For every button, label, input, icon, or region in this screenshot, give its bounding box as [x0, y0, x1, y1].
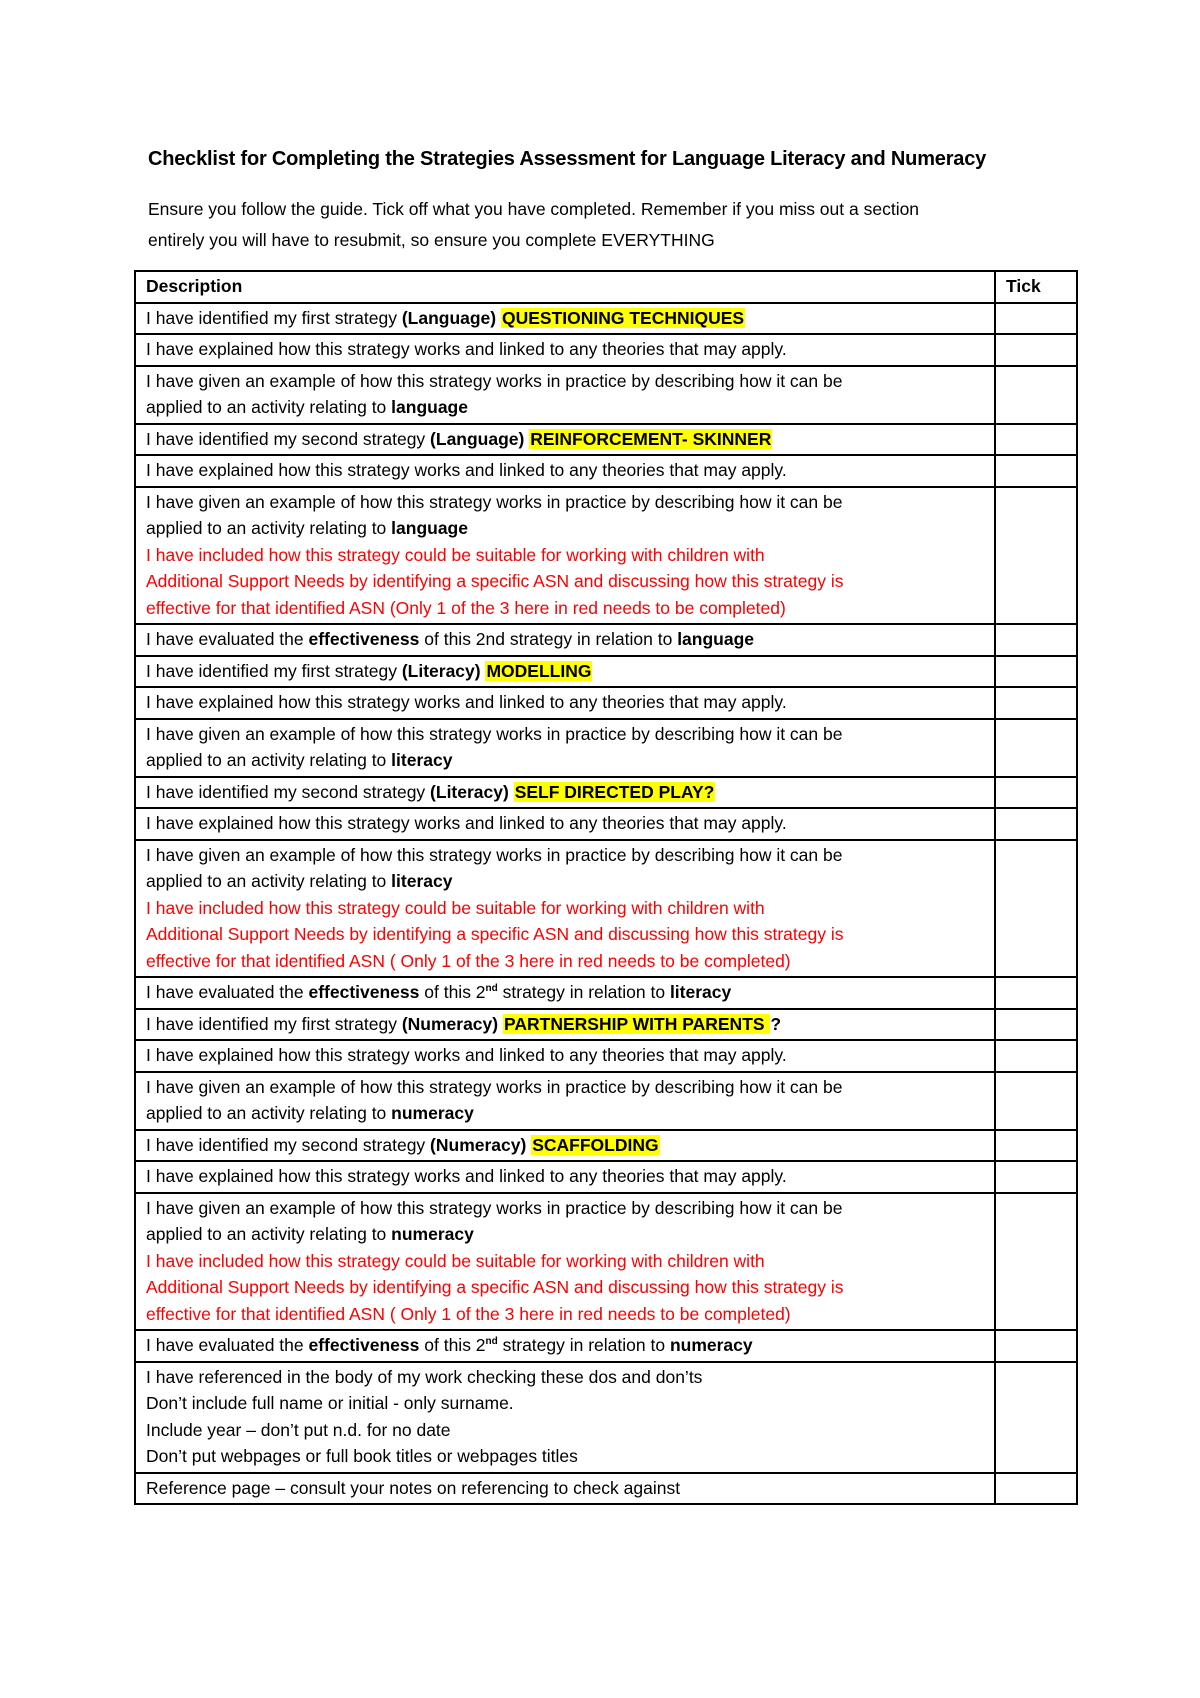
- row-description: [135, 1130, 995, 1162]
- description-line: [146, 868, 984, 895]
- row-description: [135, 977, 995, 1009]
- text-segment: I have explained how this strategy works and linked to any theories that may apply.: [146, 813, 787, 833]
- text-segment: I have identified my second strategy: [146, 781, 431, 802]
- table-row: [135, 1130, 1077, 1162]
- intro-line-2: entirely you will have to resubmit, so ensure you complete EVERYTHING: [148, 230, 715, 250]
- text-segment: Additional Support Needs by identifying a specific ASN and discussing how this strategy is: [146, 571, 844, 591]
- description-line: [146, 1417, 984, 1444]
- tick-cell[interactable]: [995, 303, 1077, 335]
- tick-cell[interactable]: [995, 656, 1077, 688]
- tick-cell[interactable]: [995, 455, 1077, 487]
- description-line: [146, 1332, 984, 1359]
- text-segment: numeracy: [669, 1335, 753, 1355]
- row-description: [135, 1362, 995, 1473]
- text-segment: (Literacy): [401, 660, 486, 681]
- text-segment: I have evaluated the: [146, 629, 309, 649]
- description-line: [146, 1100, 984, 1127]
- tick-cell[interactable]: [995, 808, 1077, 840]
- text-segment: language: [677, 629, 755, 649]
- highlighted-strategy: QUESTIONING TECHNIQUES: [501, 307, 745, 328]
- tick-cell[interactable]: [995, 1473, 1077, 1505]
- tick-cell[interactable]: [995, 1193, 1077, 1331]
- text-segment: numeracy: [391, 1103, 474, 1123]
- description-line: [146, 426, 984, 453]
- text-segment: (Numeracy): [430, 1134, 527, 1155]
- table-row: [135, 687, 1077, 719]
- row-description: [135, 719, 995, 777]
- tick-cell[interactable]: [995, 687, 1077, 719]
- text-segment: (Language): [401, 307, 501, 328]
- text-segment: I have given an example of how this strategy works in practice by describing how it can be: [146, 491, 843, 512]
- text-segment: I have given an example of how this strategy works in practice by describing how it can be: [146, 370, 843, 391]
- text-segment: language: [391, 518, 468, 538]
- text-segment: applied to an activity relating to: [146, 750, 392, 770]
- intro-text: [148, 194, 1068, 256]
- table-row: [135, 334, 1077, 366]
- row-description: [135, 1161, 995, 1193]
- description-line: [146, 489, 984, 516]
- table-row: [135, 455, 1077, 487]
- description-line: [146, 305, 984, 332]
- row-description: [135, 334, 995, 366]
- description-line: [146, 568, 984, 595]
- description-line: [146, 1390, 984, 1417]
- tick-cell[interactable]: [995, 424, 1077, 456]
- highlighted-strategy: PARTNERSHIP WITH PARENTS: [503, 1013, 770, 1034]
- description-line: [146, 810, 984, 837]
- description-line: [146, 626, 984, 653]
- row-description: [135, 1009, 995, 1041]
- text-segment: I have included how this strategy could be suitable for working with children with: [146, 897, 765, 918]
- text-segment: nd: [485, 983, 498, 995]
- text-segment: strategy in relation to: [497, 982, 670, 1002]
- row-description: [135, 1330, 995, 1362]
- description-line: [146, 1475, 984, 1502]
- description-line: [146, 1301, 984, 1328]
- row-description: [135, 424, 995, 456]
- description-line: [146, 747, 984, 774]
- table-row: [135, 1473, 1077, 1505]
- text-segment: I have explained how this strategy works and linked to any theories that may apply.: [146, 692, 787, 712]
- description-line: [146, 842, 984, 869]
- highlighted-strategy: SELF DIRECTED PLAY?: [514, 781, 715, 802]
- table-row: [135, 366, 1077, 424]
- text-segment: I have included how this strategy could be suitable for working with children with: [146, 544, 765, 565]
- row-description: [135, 1072, 995, 1130]
- text-segment: strategy in relation to: [497, 1335, 670, 1355]
- tick-cell[interactable]: [995, 487, 1077, 625]
- row-description: [135, 303, 995, 335]
- text-segment: of this 2nd strategy in relation to: [419, 629, 678, 649]
- table-row: [135, 777, 1077, 809]
- text-segment: I have identified my first strategy: [146, 307, 402, 328]
- description-line: [146, 658, 984, 685]
- table-row: [135, 719, 1077, 777]
- text-segment: effectiveness: [308, 629, 420, 649]
- text-segment: Don’t include full name or initial - only surname.: [146, 1393, 514, 1413]
- row-description: [135, 1040, 995, 1072]
- text-segment: (Literacy): [430, 781, 509, 802]
- description-line: [146, 336, 984, 363]
- text-segment: Additional Support Needs by identifying a specific ASN and discussing how this strategy is: [146, 924, 844, 944]
- table-row: [135, 1040, 1077, 1072]
- tick-cell[interactable]: [995, 977, 1077, 1009]
- row-description: [135, 1473, 995, 1505]
- description-line: [146, 895, 984, 922]
- text-segment: I have identified my second strategy: [146, 1134, 431, 1155]
- description-line: [146, 368, 984, 395]
- text-segment: I have identified my second strategy: [146, 428, 431, 449]
- description-line: [146, 1074, 984, 1101]
- table-row: [135, 1072, 1077, 1130]
- text-segment: effectiveness: [308, 982, 420, 1002]
- text-segment: (Numeracy): [401, 1013, 499, 1034]
- text-segment: Additional Support Needs by identifying a specific ASN and discussing how this strategy is: [146, 1277, 844, 1297]
- text-segment: applied to an activity relating to: [146, 1224, 392, 1244]
- description-line: [146, 779, 984, 806]
- text-segment: of this 2: [419, 1335, 486, 1355]
- text-segment: literacy: [669, 982, 732, 1002]
- tick-cell[interactable]: [995, 1130, 1077, 1162]
- table-row: [135, 808, 1077, 840]
- description-line: [146, 1274, 984, 1301]
- tick-cell[interactable]: [995, 719, 1077, 777]
- checklist-table: [134, 270, 1078, 1505]
- text-segment: nd: [485, 1336, 498, 1348]
- page-title: Checklist for Completing the Strategies Assessment for Language Literacy and Numeracy: [148, 148, 987, 170]
- description-line: [146, 595, 984, 622]
- description-line: [146, 515, 984, 542]
- description-line: [146, 1042, 984, 1069]
- tick-cell[interactable]: [995, 777, 1077, 809]
- table-row: [135, 656, 1077, 688]
- header-description: Description: [135, 271, 995, 303]
- text-segment: I have explained how this strategy works and linked to any theories that may apply.: [146, 460, 787, 480]
- table-header-row: [135, 271, 1077, 303]
- row-description: [135, 808, 995, 840]
- text-segment: I have referenced in the body of my work checking these dos and don’ts: [146, 1366, 703, 1387]
- description-line: [146, 1011, 984, 1038]
- table-row: [135, 1330, 1077, 1362]
- table-row: [135, 840, 1077, 978]
- row-description: [135, 656, 995, 688]
- text-segment: effective for that identified ASN ( Only 1 of the 3 here in red needs to be completed): [146, 1303, 791, 1324]
- description-line: [146, 542, 984, 569]
- description-line: [146, 979, 984, 1006]
- tick-cell[interactable]: [995, 1161, 1077, 1193]
- description-line: [146, 948, 984, 975]
- text-segment: of this 2: [419, 982, 486, 1002]
- text-segment: Don’t put webpages or full book titles or webpages titles: [146, 1446, 578, 1466]
- table-row: [135, 624, 1077, 656]
- tick-cell[interactable]: [995, 1362, 1077, 1473]
- row-description: [135, 624, 995, 656]
- table-row: [135, 1362, 1077, 1473]
- table-row: [135, 977, 1077, 1009]
- text-segment: I have included how this strategy could be suitable for working with children with: [146, 1250, 765, 1271]
- text-segment: language: [391, 397, 468, 417]
- text-segment: applied to an activity relating to: [146, 518, 392, 538]
- text-segment: literacy: [391, 871, 453, 891]
- text-segment: ?: [770, 1013, 782, 1034]
- description-line: [146, 457, 984, 484]
- highlighted-strategy: REINFORCEMENT- SKINNER: [530, 428, 772, 449]
- text-segment: literacy: [391, 750, 453, 770]
- text-segment: numeracy: [391, 1224, 474, 1244]
- tick-cell[interactable]: [995, 1040, 1077, 1072]
- text-segment: I have evaluated the: [146, 982, 309, 1002]
- tick-cell[interactable]: [995, 366, 1077, 424]
- description-line: [146, 689, 984, 716]
- description-line: [146, 1443, 984, 1470]
- table-row: [135, 487, 1077, 625]
- tick-cell[interactable]: [995, 624, 1077, 656]
- description-line: [146, 394, 984, 421]
- header-tick: Tick: [995, 271, 1077, 303]
- text-segment: I have explained how this strategy works and linked to any theories that may apply.: [146, 339, 787, 359]
- text-segment: effective for that identified ASN (Only 1 of the 3 here in red needs to be completed): [146, 597, 786, 618]
- text-segment: applied to an activity relating to: [146, 1103, 392, 1123]
- row-description: [135, 687, 995, 719]
- description-line: [146, 1364, 984, 1391]
- table-row: [135, 303, 1077, 335]
- text-segment: I have identified my first strategy: [146, 660, 402, 681]
- text-segment: effectiveness: [308, 1335, 420, 1355]
- text-segment: I have given an example of how this strategy works in practice by describing how it can be: [146, 723, 843, 744]
- row-description: [135, 455, 995, 487]
- text-segment: (Language): [430, 428, 525, 449]
- text-segment: Reference page – consult your notes on referencing to check against: [146, 1477, 681, 1498]
- text-segment: I have explained how this strategy works and linked to any theories that may apply.: [146, 1045, 787, 1065]
- text-segment: applied to an activity relating to: [146, 397, 392, 417]
- text-segment: I have evaluated the: [146, 1335, 309, 1355]
- intro-line-1: Ensure you follow the guide. Tick off what you have completed. Remember if you miss out a section: [148, 199, 920, 219]
- row-description: [135, 366, 995, 424]
- row-description: [135, 1193, 995, 1331]
- tick-cell[interactable]: [995, 1072, 1077, 1130]
- text-segment: I have given an example of how this strategy works in practice by describing how it can be: [146, 844, 843, 865]
- text-segment: I have given an example of how this strategy works in practice by describing how it can be: [146, 1197, 843, 1218]
- description-line: [146, 1163, 984, 1190]
- tick-cell[interactable]: [995, 334, 1077, 366]
- text-segment: [509, 782, 514, 802]
- table-row: [135, 424, 1077, 456]
- tick-cell[interactable]: [995, 840, 1077, 978]
- text-segment: I have given an example of how this strategy works in practice by describing how it can be: [146, 1076, 843, 1097]
- highlighted-strategy: SCAFFOLDING: [532, 1134, 659, 1155]
- tick-cell[interactable]: [995, 1330, 1077, 1362]
- table-row: [135, 1161, 1077, 1193]
- description-line: [146, 1221, 984, 1248]
- text-segment: Include year – don’t put n.d. for no date: [146, 1419, 451, 1440]
- description-line: [146, 1248, 984, 1275]
- row-description: [135, 487, 995, 625]
- table-row: [135, 1009, 1077, 1041]
- highlighted-strategy: MODELLING: [486, 660, 592, 681]
- table-row: [135, 1193, 1077, 1331]
- tick-cell[interactable]: [995, 1009, 1077, 1041]
- description-line: [146, 1132, 984, 1159]
- description-line: [146, 1195, 984, 1222]
- text-segment: applied to an activity relating to: [146, 871, 392, 891]
- text-segment: I have identified my first strategy: [146, 1013, 402, 1034]
- description-line: [146, 721, 984, 748]
- row-description: [135, 840, 995, 978]
- text-segment: effective for that identified ASN ( Only 1 of the 3 here in red needs to be completed): [146, 950, 791, 971]
- text-segment: I have explained how this strategy works and linked to any theories that may apply.: [146, 1166, 787, 1186]
- description-line: [146, 921, 984, 948]
- row-description: [135, 777, 995, 809]
